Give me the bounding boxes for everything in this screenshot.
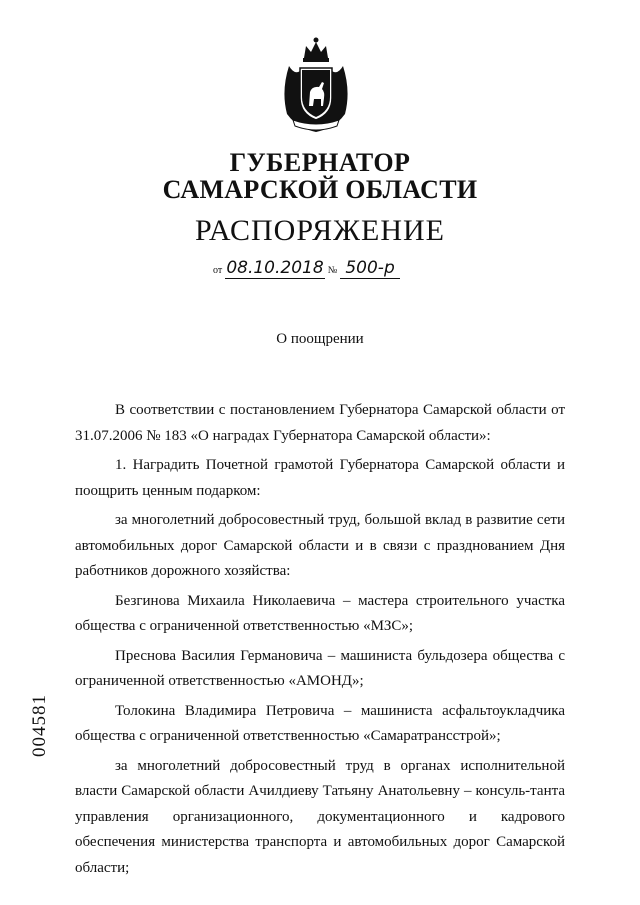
date-label: от	[213, 265, 223, 276]
paragraph: Преснова Василия Германовича – машиниста бульдозера общества с ограниченной ответственностью «АМОНД»;	[75, 647, 565, 689]
paragraph: Толокина Владимира Петровича – машиниста асфальтоукладчика общества с ограниченной ответственностью «Самаратрансстрой»;	[75, 702, 565, 744]
issuer-title: ГУБЕРНАТОР	[229, 148, 411, 177]
document-type: РАСПОРЯЖЕНИЕ	[194, 214, 446, 247]
document-number: 500-р	[340, 258, 400, 279]
date-number-line	[213, 258, 400, 279]
issuer-region: САМАРСКОЙ ОБЛАСТИ	[162, 175, 478, 204]
paragraph: 1. Наградить Почетной грамотой Губернатора Самарской области и поощрить ценным подарком:	[75, 457, 565, 499]
paragraph: Безгинова Михаила Николаевича – мастера строительного участка общества с ограниченной ответственностью «МЗС»;	[75, 592, 565, 634]
paragraph: за многолетний добросовестный труд в органах исполнительной власти Самарской области Ачилдиеву Татьяну Анатольевну – консуль-танта управления организационного, документационного и кадрового обеспечения министерства транспорта и автомобильных дорог Самарской области;	[75, 757, 565, 876]
document-date: 08.10.2018	[226, 258, 324, 278]
document-subject: О поощрении	[276, 331, 364, 347]
number-label: №	[327, 265, 338, 276]
document-body	[75, 398, 565, 881]
paragraph: за многолетний добросовестный труд, большой вклад в развитие сети автомобильных дорог Самарской области и в связи с празднованием Дня работников дорожного хозяйства:	[75, 512, 565, 579]
paragraph: В соответствии с постановлением Губернатора Самарской области от 31.07.2006 № 183 «О наградах Губернатора Самарской области»:	[75, 402, 565, 444]
registration-number: 004581	[29, 694, 50, 757]
coat-of-arms-icon	[279, 36, 353, 136]
